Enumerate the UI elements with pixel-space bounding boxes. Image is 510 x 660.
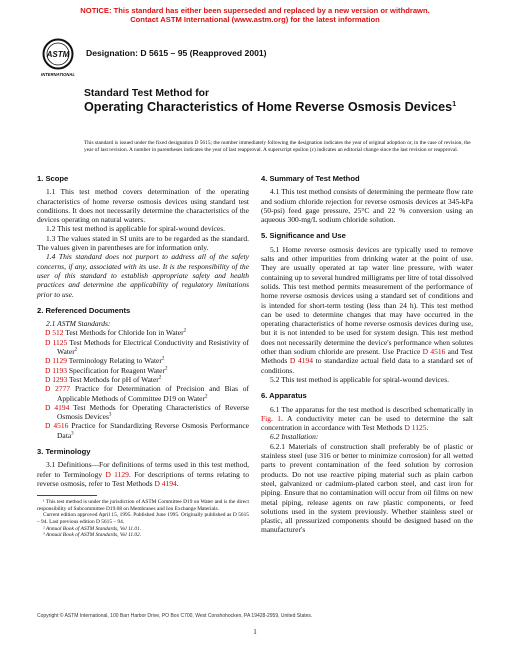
footnote-1b: Current edition approved April 15, 1995. Published June 1995. Originally published as D 5615 – 94. Last previous edition D 5615 – 94. [37, 512, 249, 525]
para-5-1-text: and Test Methods [261, 347, 473, 366]
section-4-heading: 4. Summary of Test Method [261, 174, 360, 183]
ref-item [37, 366, 249, 375]
ref-item [37, 375, 249, 384]
designation: Designation: D 5615 – 95 (Reapproved 2001) [86, 48, 267, 58]
issuance-note: This standard is issued under the fixed designation D 5615; the number immediately following the designation indicates the year of original adoption or, in the case of revision, the year of last revision. A number in parentheses indicates the year of last reapproval. A superscript epsilon (ε) indicates an editorial change since the last revision or reapproval. [84, 140, 471, 153]
para-4-1: 4.1 This test method consists of determining the permeate flow rate and sodium chloride rejection for reverse osmosis devices at 345-kPa (50-psi) feed gage pressure, 25°C and 22 % conversion using an aqueous 300-mg/L sodium chloride solution. [261, 187, 473, 225]
para-3-1-text: 3.1 Definitions—For definitions of terms used in this test method, refer to Terminology [37, 460, 249, 479]
ref-link[interactable]: D 1129 [45, 356, 68, 366]
test-methods-link[interactable]: D 4194 [289, 356, 314, 366]
footnote-3: ³ Annual Book of ASTM Standards, Vol 11.02. [43, 532, 142, 539]
ref-item [37, 403, 249, 422]
para-6-1-text: . [426, 423, 429, 433]
ref-footnote: 3 [71, 431, 74, 437]
footnote-rule [37, 495, 97, 496]
ref-item [37, 421, 249, 440]
ref-footnote: 2 [204, 394, 208, 400]
ref-footnote: 2 [164, 366, 168, 372]
ref-item [37, 328, 249, 337]
section-1-heading: 1. Scope [37, 174, 69, 183]
withdrawal-notice [0, 6, 510, 24]
ref-title: Test Methods for Electrical Conductivity and Resistivity of Water [57, 337, 249, 357]
ref-item [37, 356, 249, 365]
practice-link[interactable]: D 4516 [422, 347, 446, 357]
title-footnote-mark: 1 [452, 100, 457, 108]
ref-title: Terminology Relating to Water [68, 356, 162, 366]
para-5-2: 5.2 This test method is applicable for spiral-wound devices. [270, 374, 449, 384]
ref-title: Practice for Determination of Precision and Bias of Applicable Methods of Committee D19 on Water [57, 384, 249, 403]
footnote-1: ¹ This test method is under the jurisdiction of ASTM Committee D19 on Water and is the direct responsibility of Subcommittee D19.08 on Membranes and Ion Exchange Materials. [37, 499, 249, 512]
astm-logo [40, 38, 76, 78]
section-5-heading: 5. Significance and Use [261, 231, 346, 241]
ref-footnote: 2 [161, 356, 165, 362]
section-2-heading: 2. Referenced Documents [37, 305, 131, 315]
test-methods-link[interactable]: D 1125 [404, 423, 427, 433]
para-6-2: 6.2 Installation: [270, 432, 319, 442]
para-2-1: 2.1 ASTM Standards: [46, 319, 111, 329]
para-6-2-1: 6.2.1 Materials of construction shall preferably be of plastic or stainless steel (use 316 or better to minimize corrosion) for all wetted parts to prevent contamination of the feed solution by corrosion products. Do not use reactive piping material such as plain carbon steel, galvanized or cadmium-plated carbon steel, and cast iron for piping. Ensure that no contamination will occur from oil films on new metal piping, release agents on raw plastic components, or feed solutions used in the system previously. Whether stainless steel or plastic, all pressurized components should be designed based on the manufacturer's [261, 441, 473, 535]
para-1-1: 1.1 This test method covers determination of the operating characteristics of home reverse osmosis devices using standard test conditions. It does not necessarily determine the characteristics of the devices operating on natural waters. [37, 187, 249, 225]
ref-footnote: 2 [158, 375, 162, 381]
para-6-1 [261, 405, 473, 433]
ref-title: Specification for Reagent Water [68, 365, 165, 375]
ref-footnote: 2 [183, 328, 187, 334]
section-6-heading: 6. Apparatus [261, 391, 307, 401]
ref-link[interactable]: D 1193 [45, 365, 68, 375]
svg-text:INTERNATIONAL: INTERNATIONAL [41, 72, 75, 77]
para-1-2: 1.2 This test method is applicable for spiral-wound devices. [46, 224, 225, 234]
ref-link[interactable]: D 4194 [45, 402, 70, 412]
ref-title: Practice for Standardizing Reverse Osmosis Performance Data [57, 421, 249, 440]
para-5-1-text: to standardize actual field data to a standard set of conditions. [261, 356, 473, 375]
para-3-1-text: . For descriptions of terms relating to reverse osmosis, refer to Test Methods [37, 469, 249, 488]
para-1-3: 1.3 The values stated in SI units are to be regarded as the standard. The values given in parentheses are for information only. [37, 233, 249, 253]
footnote-2: ² Annual Book of ASTM Standards, Vol 11.01. [43, 525, 142, 532]
ref-link[interactable]: D 512 [45, 328, 64, 338]
para-3-1 [37, 460, 249, 488]
right-column [261, 174, 473, 535]
notice-line-1: NOTICE: This standard has either been superseded and replaced by a new version or withdrawn. [80, 6, 430, 15]
notice-line-2: Contact ASTM International (www.astm.org) for the latest information [130, 15, 380, 24]
svg-text:ASTM: ASTM [46, 50, 70, 59]
para-1-4: 1.4 This standard does not purport to address all of the safety concerns, if any, associated with its use. It is the responsibility of the user of this standard to establish appropriate safety and health practices and determine the applicability of regulatory limitations prior to use. [37, 252, 249, 299]
figure-link[interactable]: Fig. 1 [261, 413, 282, 423]
document-title-text: Operating Characteristics of Home Reverse Osmosis Devices [84, 100, 453, 114]
ref-link[interactable]: D 1125 [45, 337, 68, 347]
para-6-1-text: 6.1 The apparatus for the test method is described schematically in [270, 404, 473, 414]
para-6-1-text: . A conductivity meter can be used to determine the salt concentration in accordance with Test Methods [261, 413, 473, 433]
ref-link[interactable]: D 2777 [45, 384, 71, 394]
title-prefix: Standard Test Method for [84, 88, 210, 99]
ref-title: Test Methods for Operating Characteristics of Reverse Osmosis Devices [57, 402, 250, 422]
ref-item [37, 384, 249, 403]
terminology-link[interactable]: D 1129 [105, 469, 129, 479]
para-5-1-text: 5.1 Home reverse osmosis devices are typically used to remove salts and other impurities from drinking water at the point of use. They are usually operated at tap water line pressure, with water containing up to several hundred milligrams per litre of total dissolved solids. This test method permits measurement of the performance of home reverse osmosis devices using a standard set of conditions and is intended for short-term testing (less than 24 h). This test method can be used to determine changes that may have occurred in the operating characteristics of home reverse osmosis devices during use, but it is not intended to be used for system design. This test method does not necessarily determine the device's performance when solutes other than sodium chloride are present. Use Practice [261, 244, 473, 357]
ref-title: Test Methods for Chloride Ion in Water [65, 328, 184, 338]
ref-footnote: 3 [108, 412, 112, 418]
left-column [37, 174, 249, 539]
section-3-heading: 3. Terminology [37, 447, 91, 457]
ref-link[interactable]: D 4516 [45, 421, 69, 431]
ref-title: Test Methods for pH of Water [69, 374, 159, 384]
para-3-1-text: . [176, 478, 179, 488]
ref-footnote: 2 [74, 347, 78, 353]
para-5-1 [261, 245, 473, 375]
copyright-footer: Copyright © ASTM International, 100 Barr Harbor Drive, PO Box C700, West Conshohocken, PA 19428-2959, United States. [37, 613, 313, 619]
page-number: 1 [253, 628, 257, 636]
document-title [84, 101, 474, 115]
ref-item [37, 338, 249, 357]
astm-logo-icon [40, 38, 76, 78]
ref-link[interactable]: D 1293 [45, 374, 68, 384]
test-methods-link[interactable]: D 4194 [154, 478, 177, 488]
